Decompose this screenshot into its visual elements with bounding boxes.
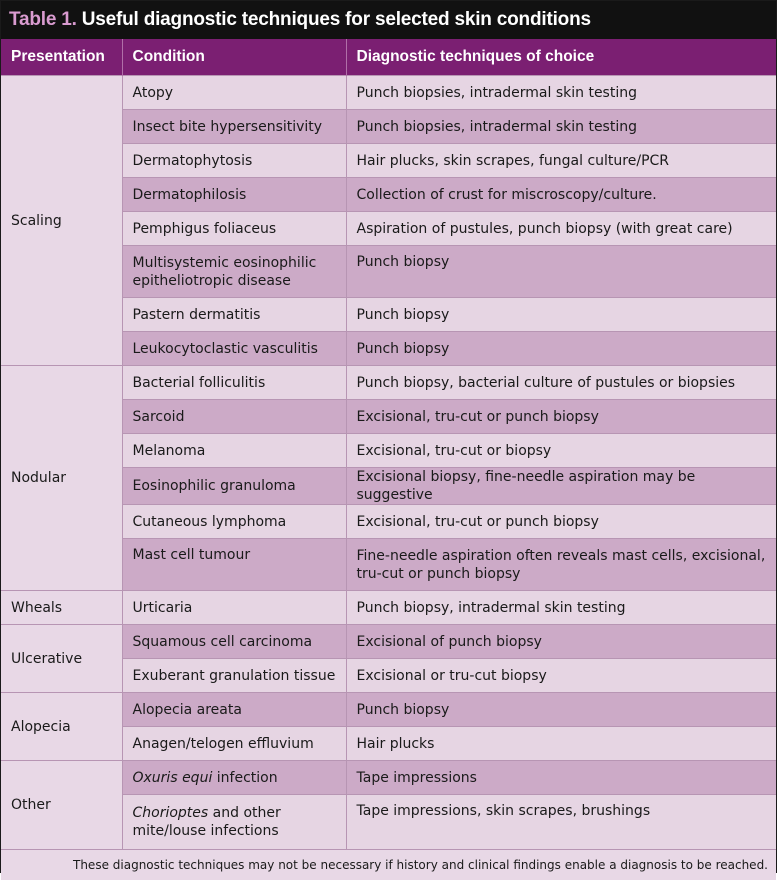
condition-cell: Atopy [122,76,346,110]
header-technique: Diagnostic techniques of choice [346,39,776,76]
condition-cell: Exuberant granulation tissue [122,659,346,693]
footnote: These diagnostic techniques may not be necessary if history and clinical findings enable a diagnosis to be reached. [1,849,776,880]
table-title-bar [1,1,776,39]
technique-cell: Punch biopsy [346,246,776,298]
diagnostic-table [1,39,776,849]
technique-cell: Hair plucks, skin scrapes, fungal culture/PCR [346,144,776,178]
condition-cell: Dermatophytosis [122,144,346,178]
presentation-cell: Nodular [1,366,122,591]
condition-cell: Anagen/telogen effluvium [122,727,346,761]
technique-cell: Punch biopsy [346,332,776,366]
condition-cell: Melanoma [122,434,346,468]
condition-italic: Chorioptes [132,804,209,821]
header-presentation: Presentation [1,39,122,76]
technique-cell: Excisional, tru-cut or punch biopsy [346,400,776,434]
table-row [1,366,776,400]
condition-cell: Eosinophilic granuloma [122,468,346,505]
condition-cell: Mast cell tumour [122,539,346,591]
technique-cell: Hair plucks [346,727,776,761]
technique-cell: Fine-needle aspiration often reveals mast cells, excisional, tru-cut or punch biopsy [346,539,776,591]
table-row [1,625,776,659]
technique-cell: Excisional of punch biopsy [346,625,776,659]
condition-italic: Oxuris equi [132,769,213,786]
condition-rest: and other mite/louse infections [132,804,281,839]
technique-cell: Aspiration of pustules, punch biopsy (with great care) [346,212,776,246]
technique-cell: Excisional, tru-cut or punch biopsy [346,505,776,539]
condition-cell: Dermatophilosis [122,178,346,212]
presentation-cell: Alopecia [1,693,122,761]
condition-cell: Cutaneous lymphoma [122,505,346,539]
presentation-cell: Ulcerative [1,625,122,693]
header-row [1,39,776,76]
presentation-cell: Other [1,761,122,849]
technique-cell: Collection of crust for miscroscopy/culture. [346,178,776,212]
table-title: Useful diagnostic techniques for selected skin conditions [81,9,591,30]
condition-cell: Squamous cell carcinoma [122,625,346,659]
technique-cell: Punch biopsy [346,298,776,332]
condition-cell: Pastern dermatitis [122,298,346,332]
table-row [1,591,776,625]
technique-cell: Punch biopsy, bacterial culture of pustules or biopsies [346,366,776,400]
condition-cell [122,761,346,795]
header-condition: Condition [122,39,346,76]
table-row [1,761,776,795]
technique-cell: Excisional, tru-cut or biopsy [346,434,776,468]
technique-cell: Punch biopsies, intradermal skin testing [346,110,776,144]
technique-cell: Punch biopsy, intradermal skin testing [346,591,776,625]
condition-rest: infection [212,769,278,786]
technique-cell: Punch biopsies, intradermal skin testing [346,76,776,110]
table-row [1,76,776,110]
condition-cell: Insect bite hypersensitivity [122,110,346,144]
condition-cell: Alopecia areata [122,693,346,727]
presentation-cell: Scaling [1,76,122,366]
condition-cell: Bacterial folliculitis [122,366,346,400]
condition-cell [122,795,346,849]
technique-cell: Tape impressions [346,761,776,795]
technique-cell: Tape impressions, skin scrapes, brushings [346,795,776,849]
condition-cell: Sarcoid [122,400,346,434]
table-number: Table 1. [9,9,77,30]
condition-cell: Leukocytoclastic vasculitis [122,332,346,366]
technique-cell: Punch biopsy [346,693,776,727]
table-row [1,693,776,727]
technique-cell: Excisional biopsy, fine-needle aspiration may be suggestive [346,468,776,505]
presentation-cell: Wheals [1,591,122,625]
condition-cell: Pemphigus foliaceus [122,212,346,246]
condition-cell: Multisystemic eosinophilic epitheliotropic disease [122,246,346,298]
condition-cell: Urticaria [122,591,346,625]
technique-cell: Excisional or tru-cut biopsy [346,659,776,693]
